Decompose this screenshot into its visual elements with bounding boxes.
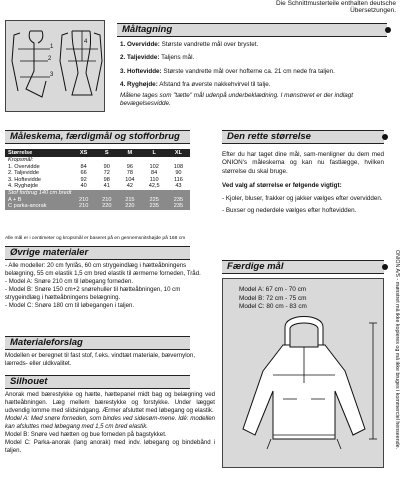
table-cell: 110 [149, 176, 159, 183]
measurements-title [117, 23, 387, 37]
table-cell: 43 [175, 183, 182, 190]
size-choice-bullet: - Kjoler, bluser, frakker og jakker vælges efter overvidden. [222, 194, 383, 202]
table-header: L [141, 149, 166, 157]
table-cell: 40 [80, 183, 87, 190]
size-chart-footnote: Alle mål er i centimeter og kropsmål er baseret på en gennemsnitshøjde på 168 cm [5, 236, 186, 241]
size-chart-title-text: Måleskema, færdigmål og stofforbrug [10, 131, 180, 142]
table-cell: 220 [95, 203, 118, 210]
size-choice-title-text: Den rette størrelse [227, 131, 311, 142]
table-header: S [95, 149, 118, 157]
measurement-figure [5, 20, 105, 112]
size-choice-text: Efter du har taget dine mål, sam-menligner du dem med ONION's måleskema og kan nu fastlægge, hvilken størrelse du skal bruge. [222, 151, 384, 175]
table-cell: 102 [149, 163, 159, 170]
material-item: - Model A: Snøre 210 cm til løbegang forneden. [5, 278, 134, 285]
table-cell: 4. Ryghøjde [8, 183, 39, 190]
svg-text:2: 2 [48, 56, 52, 62]
table-section-label: Kropsmål: [8, 157, 34, 163]
top-note: Die Schnittmusterteile enthalten deutsche Übersetzungen. [276, 0, 396, 14]
table-section-label: Stof forbrug 140 cm bredt [5, 190, 190, 197]
measurement-item-label: 3. Hoftevidde: [120, 67, 162, 75]
table-row [5, 177, 190, 184]
silhouette-line: Model B: Snøre ved hætten og bue forneden på bagstykket. [5, 431, 167, 438]
table-cell: 220 [118, 203, 141, 210]
finished-length-line: Model C: 80 cm - 83 cm [239, 303, 307, 310]
copyright-side-text: ONION A/S - mønstret må ikke kopieres og må ikke bruges i kommerciel henseende. [394, 250, 400, 450]
table-cell: 90 [103, 163, 110, 170]
size-choice-heading: Ved valg af størrelse er følgende vigtigt: [222, 182, 342, 190]
table-cell: 1. Overvidde [8, 163, 40, 170]
table-cell: 225 [141, 197, 166, 204]
table-row [5, 203, 190, 210]
table-row [5, 170, 190, 177]
table-cell: 41 [103, 183, 110, 190]
fabric-advice-title [5, 336, 190, 350]
measurement-item-label: 4. Ryghøjde: [120, 81, 158, 89]
table-cell: 72 [103, 170, 110, 177]
silhouette-line: Model C: Parka-anorak (lang anorak) med indv. løbegang og bindebånd i taljen. [5, 439, 215, 454]
table-cell: 108 [173, 163, 184, 170]
table-cell: A + B [5, 197, 72, 204]
bullet-dot-icon [385, 27, 391, 33]
finished-length-line: Model A: 67 cm - 70 cm [239, 286, 307, 293]
finished-length-line: Model B: 72 cm - 75 cm [239, 294, 307, 302]
table-row [5, 157, 190, 164]
measurement-item-text: Største vandrette mål over brystet. [159, 41, 259, 48]
measurement-item [120, 81, 388, 89]
measurement-item [120, 68, 388, 76]
table-cell: 78 [126, 170, 133, 177]
size-choice-bullet: - Buxser og nederdele vælges efter hoftevidden. [222, 207, 357, 215]
table-cell: 104 [125, 176, 135, 183]
silhouette-title [5, 375, 190, 389]
silhouette-line: Anorak med bærestykke og hætte, hættepanel midt bag og belægning ved hætteåbningen. Læg mellem bærestykke og forstykke. Under lægget udvendig lomme med slidsindgang. Ærmer afsluttet med løbegang og elastik. [5, 391, 215, 414]
table-header-row [5, 149, 190, 157]
table-cell: 42 [126, 183, 133, 190]
anorak-icon [223, 279, 385, 469]
table-cell: 215 [118, 197, 141, 204]
size-table [5, 149, 190, 210]
size-choice-body [222, 151, 384, 215]
measurement-item [120, 41, 388, 49]
finished-title-text: Færdige mål [227, 261, 284, 272]
table-cell: 210 [95, 197, 118, 204]
table-header: M [118, 149, 141, 157]
measurement-item-text: Afstand fra øverste nakkehvirvel til talje. [157, 81, 271, 89]
table-cell: C parka-anorak [5, 203, 72, 210]
body-outline-icon [6, 21, 106, 113]
measurement-item [120, 54, 388, 62]
table-cell: 42,5 [148, 183, 160, 190]
svg-text:4: 4 [84, 39, 88, 45]
size-table-wrap [5, 149, 190, 210]
table-cell: 235 [167, 203, 190, 210]
table-cell: 84 [80, 163, 87, 170]
table-cell: 84 [151, 170, 158, 177]
size-chart-title [5, 130, 190, 144]
measurement-item-text: Største vandrette mål over hofterne ca. 21 cm nede fra taljen. [161, 67, 335, 75]
table-header: Størrelse [5, 149, 72, 157]
measurements-note: Målene tages som "tætte" mål udenpå underbeklædning. I mønstreret er der indlagt bevægelsesvidde. [120, 91, 354, 108]
table-header: XS [72, 149, 95, 157]
measurement-item-text: Taljens mål. [159, 54, 195, 62]
table-cell: 235 [167, 197, 190, 204]
table-cell: 2. Taljevidde [8, 170, 39, 177]
table-cell: 98 [103, 176, 110, 183]
table-header: XL [167, 149, 190, 157]
measurements-list [120, 41, 388, 108]
silhouette-title-text: Silhouet [10, 376, 48, 387]
material-item: - Alle modeller: 20 cm fynlås, 60 cm strygeindlæg i hætteåbningens belægning, 55 cm elastik 1,5 cm bred elastik til ærmerne forneden, Tråd. [5, 262, 201, 277]
table-cell: 66 [80, 170, 87, 177]
silhouette-line: Model A: Med snøre forneden, som bindes ved sidesøm-mene. Idé: modellen kan afsluttes med løbegang med 1,5 cm bred elastik. [5, 415, 215, 430]
table-cell: 116 [173, 176, 183, 183]
other-materials-title [5, 246, 190, 260]
finished-figure [222, 278, 384, 468]
fabric-advice-title-text: Materialeforslag [10, 337, 83, 348]
measurement-item-label: 1. Overvidde: [120, 41, 160, 48]
svg-text:3: 3 [50, 72, 54, 78]
svg-text:1: 1 [50, 44, 54, 50]
table-cell: 96 [126, 163, 133, 170]
table-cell: 3. Hoftevidde [8, 176, 41, 183]
other-materials-list [5, 262, 215, 310]
table-cell: 210 [72, 203, 95, 210]
material-item: - Model C: Snøre 180 cm til løbegangen i taljen. [5, 302, 135, 309]
table-cell: 235 [141, 203, 166, 210]
table-cell: 210 [72, 197, 95, 204]
fabric-advice-text: Modellen er beregnet til fast stof, f.eks. vindtæt materiale, bævernylon, lærreds- eller uldkvalitet. [5, 352, 196, 367]
other-materials-title-text: Øvrige materialer [10, 247, 89, 258]
measurements-title-text: Måltagning [122, 24, 173, 35]
table-row [5, 190, 190, 197]
silhouette-text [5, 391, 215, 455]
material-item: - Model B: Snøre 150 cm+2 snørehuller til hætteåbningen, 10 cm strygeindlæg i hætteåbningens belægning. [5, 286, 181, 301]
bullet-dot-icon [382, 134, 388, 140]
measurement-item-label: 2. Taljevidde: [120, 54, 160, 62]
table-cell: 92 [80, 176, 87, 183]
table-row [5, 183, 190, 190]
table-row [5, 197, 190, 204]
finished-title [222, 260, 384, 274]
size-choice-title [222, 130, 384, 144]
table-row [5, 164, 190, 171]
table-cell: 90 [175, 170, 182, 177]
